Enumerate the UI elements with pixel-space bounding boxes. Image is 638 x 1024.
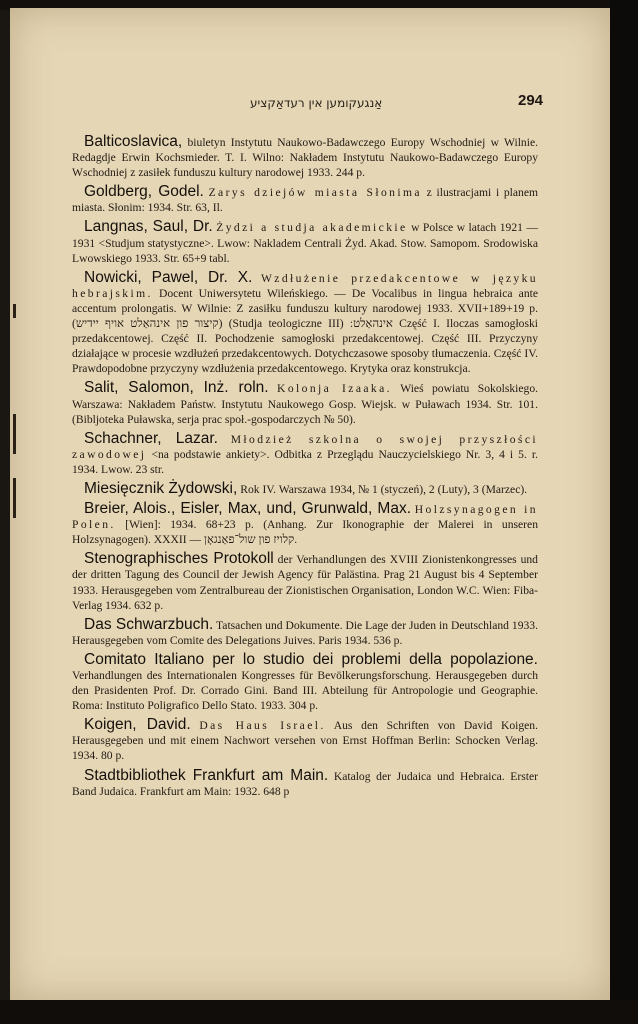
scan-edge-bottom — [0, 1000, 638, 1024]
entry-details: Tatsachen und Dokumente. Die Lage der Juden in Deutschland 1933. Herausgegeben vom Comite des Delegations Juives. Paris 1934. 536 p. — [72, 618, 538, 647]
bibliography-list — [72, 134, 538, 803]
entry-title: Zarys dziejów miasta Słonima — [208, 186, 422, 200]
bibliography-entry — [72, 768, 538, 799]
entry-details: z ilustracjami i planem miasta. Słonim: 1934. Str. 63, Il. — [72, 186, 538, 215]
entry-author: Koigen, David. — [84, 716, 191, 734]
bibliography-entry — [72, 270, 538, 377]
entry-author: Goldberg, Godel. — [84, 183, 204, 201]
entry-author: Langnas, Saul, Dr. — [84, 218, 213, 236]
entry-details: [Wien]: 1934. 68+23 p. (Anhang. Zur Ikonographie der Malerei in unseren Holzsynagogen). XXXII — קלויז פון שול־פאַנגאָן. — [72, 518, 538, 547]
bibliography-entry — [72, 617, 538, 648]
entry-author: Balticoslavica, — [84, 133, 183, 150]
entry-title: Das Haus Israel. — [199, 719, 326, 733]
bibliography-entry — [72, 219, 538, 265]
entry-title: Młodzież szkolna o swojej przyszłości zawodowej — [72, 432, 538, 461]
bibliography-entry — [72, 431, 538, 477]
book-page — [10, 8, 610, 1000]
bibliography-entry — [72, 134, 538, 180]
entry-author: Schachner, Lazar. — [84, 429, 218, 447]
entry-author: Stadtbibliothek Frankfurt am Main. — [84, 766, 329, 784]
margin-mark — [13, 304, 16, 318]
entry-author: Nowicki, Pawel, Dr. X. — [84, 268, 253, 286]
entry-title: Żydzi a studja akademickie — [216, 221, 408, 235]
bibliography-entry — [72, 501, 538, 547]
entry-author: Breier, Alois., Eisler, Max, und, Grunwald, Max. — [84, 500, 412, 518]
bibliography-entry — [72, 481, 538, 497]
bibliography-entry — [72, 184, 538, 215]
entry-author: Das Schwarzbuch. — [84, 615, 214, 633]
entry-details: Wieś powiatu Sokolskiego. Warszawa: Nakładem Państw. Instytutu Naukowego Gosp. Wiejsk. w Puławach 1934. Str. 101. (Bibljoteka Puławska, serja prac społ.-gospodarczych № 50). — [72, 382, 539, 426]
entry-details: <na podstawie ankiety>. Odbitka z Przeglądu Nauczycielskiego Nr. 3, 4 i 5. r. 1934. Lwow. 23 str. — [72, 447, 538, 476]
entry-details: Katalog der Judaica und Hebraica. Erster Band Judaica. Frankfurt am Main: 1932. 648 p — [72, 769, 538, 798]
bibliography-entry — [72, 652, 538, 713]
entry-details: Rok IV. Warszawa 1934, № 1 (styczeń), 2 (Luty), 3 (Marzec). — [240, 482, 528, 496]
entry-author: Salit, Salomon, Inż. roln. — [84, 379, 269, 397]
entry-title: Kolonja Izaaka. — [277, 382, 392, 396]
page-number: 294 — [518, 92, 544, 109]
entry-details: Verhandlungen des Internationalen Kongresses für Bevölkerungsforschung. Herausgegeben durch den Prasidenten Prof. Dr. Corrado Gini. Band III. Abteilung für Antropologie und Geographie. Roma: Instituto Poligrafico Dello Stato. 1933. 304 p. — [72, 669, 538, 713]
entry-details: w Polsce w latach 1921 — 1931 <Studjum statystyczne>. Lwow: Nakladem Centrali Żyd. Akad. Stow. Samopom. Srodowiska Lwowskiego 1933. Str. 65+9 tabl. — [72, 221, 538, 265]
margin-mark — [13, 478, 16, 518]
entry-details: Aus den Schriften von David Koigen. Herausgegeben und mit einem Nachwort versehen von Ernst Hoffman Berlin: Schocken Verlag. 1934. 80 p. — [72, 719, 538, 763]
entry-details: Docent Uniwersytetu Wileńskiego. — De Vocalibus in lingua hebraica ante accentum prolongatis. W Wilnie: Z zasiłku funduszu kultury narodowej 1933. XVII+189+19 p. (קיצור פון אינהאַלט אויף יידיש) (Studja teologiczne III) :אינהאַלט Część I. Iloczas samogłoski przedakcentowej. Część II. Pochodzenie samogłoski przedakcentowej. Część III. Przyczyny działające w procesie wzdłużeń przedakcentowych. Dotychczasowe sposoby tłumaczenia. Część IV. Prawdopodobne przyczyny wzdłużenia przedakcentowego. Krytyka oraz konstrukcja. — [72, 286, 539, 376]
entry-details: der Verhandlungen des XVIII Zionistenkongresses und der dritten Tagung des Council der Jewish Agency für Palästina. Prag 21 August bis 4 September 1933. Herausgegeben vom Zentralbureau der Zionistischen Organisation, London W.C. Wien: Fiba-Verlag 1934. 632 p. — [72, 553, 538, 612]
entry-details: biuletyn Instytutu Naukowo-Badawczego Europy Wschodniej w Wilnie. Redagdje Erwin Kochsmieder. T. I. Wilno: Nakładem Instytutu Naukowo-Badawczego Europy Wschodniej z zasiłek funduszu kultury narodowej 1933. 244 p. — [72, 136, 538, 180]
scan-edge-right — [610, 0, 638, 1024]
entry-author: Miesięcznik Żydowski, — [84, 479, 238, 497]
entry-author: Comitato Italiano per lo studio dei problemi della popolazione. — [84, 650, 538, 668]
bibliography-entry — [72, 551, 538, 612]
bibliography-entry — [72, 717, 538, 763]
entry-title: Wzdłużenie przedakcentowe w języku hebrajskim. — [72, 271, 538, 300]
entry-author: Stenographisches Protokoll — [84, 550, 274, 568]
margin-mark — [13, 414, 16, 454]
running-header-yiddish: אַנגעקומען אין רעדאַקציע — [250, 96, 383, 110]
entry-title: Holzsynagogen in Polen. — [72, 503, 538, 532]
bibliography-entry — [72, 380, 538, 426]
